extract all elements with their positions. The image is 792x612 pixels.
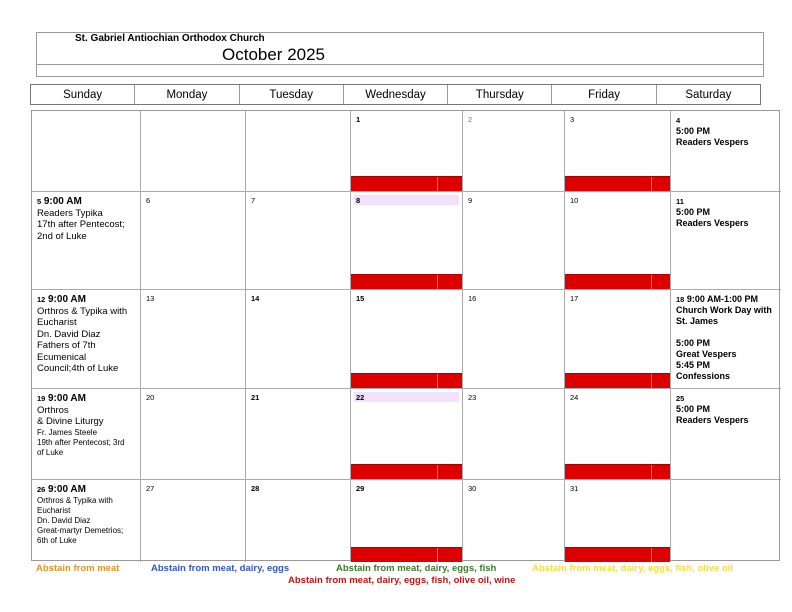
day-cell[interactable] bbox=[351, 192, 463, 290]
fasting-bar bbox=[351, 176, 462, 191]
service-detail: 5:00 PM bbox=[676, 404, 711, 414]
service-time: 9:00 AM bbox=[47, 393, 86, 404]
day-number: 1 bbox=[356, 115, 361, 124]
service-detail: Council;4th of Luke bbox=[37, 363, 119, 374]
service-note: 6th of Luke bbox=[37, 535, 77, 545]
service-time-line bbox=[37, 294, 137, 306]
day-cell[interactable] bbox=[565, 389, 671, 480]
day-number: 14 bbox=[251, 294, 260, 303]
month-title: October 2025 bbox=[222, 45, 326, 64]
day-cell[interactable] bbox=[671, 111, 781, 192]
fasting-bar bbox=[351, 274, 462, 289]
sunday-services bbox=[37, 393, 137, 458]
day-number: 22 bbox=[356, 393, 365, 402]
service-detail: 9:00 AM-1:00 PM bbox=[686, 294, 759, 304]
fasting-bar bbox=[565, 274, 670, 289]
service-detail: Orthros bbox=[37, 404, 69, 416]
fasting-bar-divider bbox=[437, 548, 438, 562]
day-number: 29 bbox=[356, 484, 365, 493]
day-number: 15 bbox=[356, 294, 365, 303]
weekday-saturday: Saturday bbox=[656, 85, 760, 104]
service-detail bbox=[676, 327, 778, 338]
fasting-bar-divider bbox=[651, 374, 652, 388]
service-detail: 5:00 PM bbox=[676, 207, 711, 217]
weekday-friday: Friday bbox=[551, 85, 655, 104]
day-cell[interactable] bbox=[32, 111, 141, 192]
day-cell[interactable] bbox=[141, 389, 246, 480]
legend-item: Abstain from meat, dairy, eggs, fish, olive oil bbox=[532, 563, 733, 574]
fasting-bar-divider bbox=[437, 465, 438, 479]
service-detail: Confessions bbox=[676, 371, 731, 381]
legend-item: Abstain from meat, dairy, eggs bbox=[151, 563, 290, 574]
weekday-sunday: Sunday bbox=[63, 89, 103, 101]
day-number: 26 bbox=[37, 485, 46, 494]
day-number: 19 bbox=[37, 394, 46, 403]
day-number: 11 bbox=[676, 197, 684, 206]
service-detail: Readers Typika bbox=[37, 207, 103, 219]
day-cell[interactable] bbox=[671, 290, 781, 389]
day-cell[interactable] bbox=[463, 480, 565, 562]
service-detail: Eucharist bbox=[37, 317, 77, 328]
commemoration-highlight bbox=[354, 195, 459, 205]
service-detail: St. James bbox=[676, 316, 719, 326]
service-detail: & Divine Liturgy bbox=[37, 416, 104, 427]
day-cell[interactable] bbox=[246, 480, 351, 562]
day-cell[interactable] bbox=[463, 290, 565, 389]
service-detail: Great Vespers bbox=[676, 349, 737, 359]
service-note: Orthros & Typika with bbox=[37, 495, 113, 505]
day-number: 2 bbox=[468, 115, 473, 124]
saturday-services bbox=[676, 115, 778, 148]
day-cell[interactable] bbox=[141, 111, 246, 192]
church-name: St. Gabriel Antiochian Orthodox Church bbox=[75, 33, 265, 44]
service-detail: 17th after Pentecost; bbox=[37, 219, 125, 230]
day-number: 10 bbox=[570, 196, 579, 205]
day-number: 16 bbox=[468, 294, 477, 303]
day-cell[interactable] bbox=[246, 192, 351, 290]
day-number: 24 bbox=[570, 393, 579, 402]
day-cell[interactable] bbox=[141, 480, 246, 562]
weekday-header bbox=[30, 84, 761, 105]
day-number: 27 bbox=[146, 484, 155, 493]
fasting-bar-divider bbox=[437, 177, 438, 191]
service-note: Dn. David Diaz bbox=[37, 515, 91, 525]
day-cell[interactable] bbox=[671, 480, 781, 562]
saturday-services bbox=[676, 393, 778, 426]
day-number: 12 bbox=[37, 295, 46, 304]
service-detail: Readers Vespers bbox=[676, 137, 749, 147]
day-cell[interactable] bbox=[351, 389, 463, 480]
service-time-line bbox=[37, 196, 137, 208]
service-time-line bbox=[37, 393, 137, 405]
day-cell[interactable] bbox=[565, 192, 671, 290]
day-number: 6 bbox=[146, 196, 151, 205]
service-time: 9:00 AM bbox=[47, 294, 86, 305]
saturday-first-line bbox=[676, 294, 778, 305]
saturday-services bbox=[676, 294, 778, 382]
day-number: 3 bbox=[570, 115, 575, 124]
day-cell[interactable] bbox=[141, 290, 246, 389]
service-time: 9:00 AM bbox=[47, 484, 86, 495]
day-cell[interactable] bbox=[32, 389, 141, 480]
service-note: Eucharist bbox=[37, 505, 71, 515]
service-note: Great-martyr Demetrios; bbox=[37, 525, 124, 535]
fasting-bar-divider bbox=[651, 275, 652, 289]
day-number: 21 bbox=[251, 393, 260, 402]
day-cell[interactable] bbox=[565, 290, 671, 389]
day-number: 5 bbox=[37, 197, 42, 206]
weekday-wednesday: Wednesday bbox=[343, 85, 447, 104]
weekday-thursday: Thursday bbox=[447, 85, 551, 104]
fasting-bar bbox=[565, 373, 670, 388]
day-cell[interactable] bbox=[565, 480, 671, 562]
legend-item: Abstain from meat bbox=[36, 563, 120, 574]
day-cell[interactable] bbox=[246, 389, 351, 480]
day-number: 17 bbox=[570, 294, 579, 303]
fasting-bar bbox=[565, 176, 670, 191]
day-number: 28 bbox=[251, 484, 260, 493]
day-cell[interactable] bbox=[565, 111, 671, 192]
sunday-services bbox=[37, 294, 137, 375]
day-cell[interactable] bbox=[32, 290, 141, 389]
day-number: 20 bbox=[146, 393, 155, 402]
weekday-tuesday: Tuesday bbox=[239, 85, 343, 104]
day-number: 7 bbox=[251, 196, 256, 205]
day-number: 13 bbox=[146, 294, 155, 303]
day-number: 25 bbox=[676, 394, 685, 403]
day-cell[interactable] bbox=[141, 192, 246, 290]
service-detail: 5:00 PM bbox=[676, 338, 711, 348]
day-cell[interactable] bbox=[463, 192, 565, 290]
day-cell[interactable] bbox=[351, 111, 463, 192]
day-cell[interactable] bbox=[351, 480, 463, 562]
fasting-bar-divider bbox=[437, 374, 438, 388]
fasting-bar bbox=[351, 464, 462, 479]
day-cell[interactable] bbox=[463, 389, 565, 480]
day-number: 18 bbox=[676, 295, 685, 304]
day-cell[interactable] bbox=[246, 111, 351, 192]
day-cell[interactable] bbox=[246, 290, 351, 389]
legend-item: Abstain from meat, dairy, eggs, fish bbox=[336, 563, 497, 574]
day-cell[interactable] bbox=[32, 480, 141, 562]
fasting-bar-divider bbox=[437, 275, 438, 289]
service-detail: Orthros & Typika with bbox=[37, 305, 128, 317]
day-number: 4 bbox=[676, 116, 681, 125]
day-cell[interactable] bbox=[671, 192, 781, 290]
day-cell[interactable] bbox=[671, 389, 781, 480]
service-detail: Church Work Day with bbox=[676, 305, 772, 315]
fasting-bar bbox=[565, 464, 670, 479]
commemoration-highlight bbox=[354, 392, 459, 402]
day-number: 8 bbox=[356, 196, 361, 205]
fasting-bar bbox=[565, 547, 670, 562]
sunday-services bbox=[37, 196, 137, 242]
service-detail: Readers Vespers bbox=[676, 218, 749, 228]
service-note: 19th after Pentecost; 3rd bbox=[37, 437, 125, 447]
calendar-grid bbox=[31, 110, 780, 561]
sunday-services bbox=[37, 484, 137, 546]
fasting-bar-divider bbox=[651, 465, 652, 479]
service-detail: Readers Vespers bbox=[676, 415, 749, 425]
day-number: 30 bbox=[468, 484, 477, 493]
day-number: 23 bbox=[468, 393, 477, 402]
service-detail: 5:00 PM bbox=[676, 126, 711, 136]
fasting-bar bbox=[351, 547, 462, 562]
service-detail: Fathers of 7th bbox=[37, 340, 96, 351]
saturday-services bbox=[676, 196, 778, 229]
service-time-line bbox=[37, 484, 137, 496]
day-number: 31 bbox=[570, 484, 579, 493]
day-cell[interactable] bbox=[351, 290, 463, 389]
fasting-bar-divider bbox=[651, 177, 652, 191]
service-detail: Ecumenical bbox=[37, 351, 87, 363]
service-detail: Dn. David Diaz bbox=[37, 328, 101, 340]
legend-item: Abstain from meat, dairy, eggs, fish, olive oil, wine bbox=[288, 575, 516, 586]
day-number: 9 bbox=[468, 196, 473, 205]
service-note: Fr. James Steele bbox=[37, 427, 98, 437]
day-cell[interactable] bbox=[463, 111, 565, 192]
service-detail: 2nd of Luke bbox=[37, 230, 87, 242]
service-detail: 5:45 PM bbox=[676, 360, 711, 370]
day-cell[interactable] bbox=[32, 192, 141, 290]
fasting-bar-divider bbox=[651, 548, 652, 562]
fasting-bar bbox=[351, 373, 462, 388]
service-time: 9:00 AM bbox=[43, 196, 82, 207]
service-note: of Luke bbox=[37, 447, 64, 457]
weekday-monday: Monday bbox=[134, 85, 238, 104]
